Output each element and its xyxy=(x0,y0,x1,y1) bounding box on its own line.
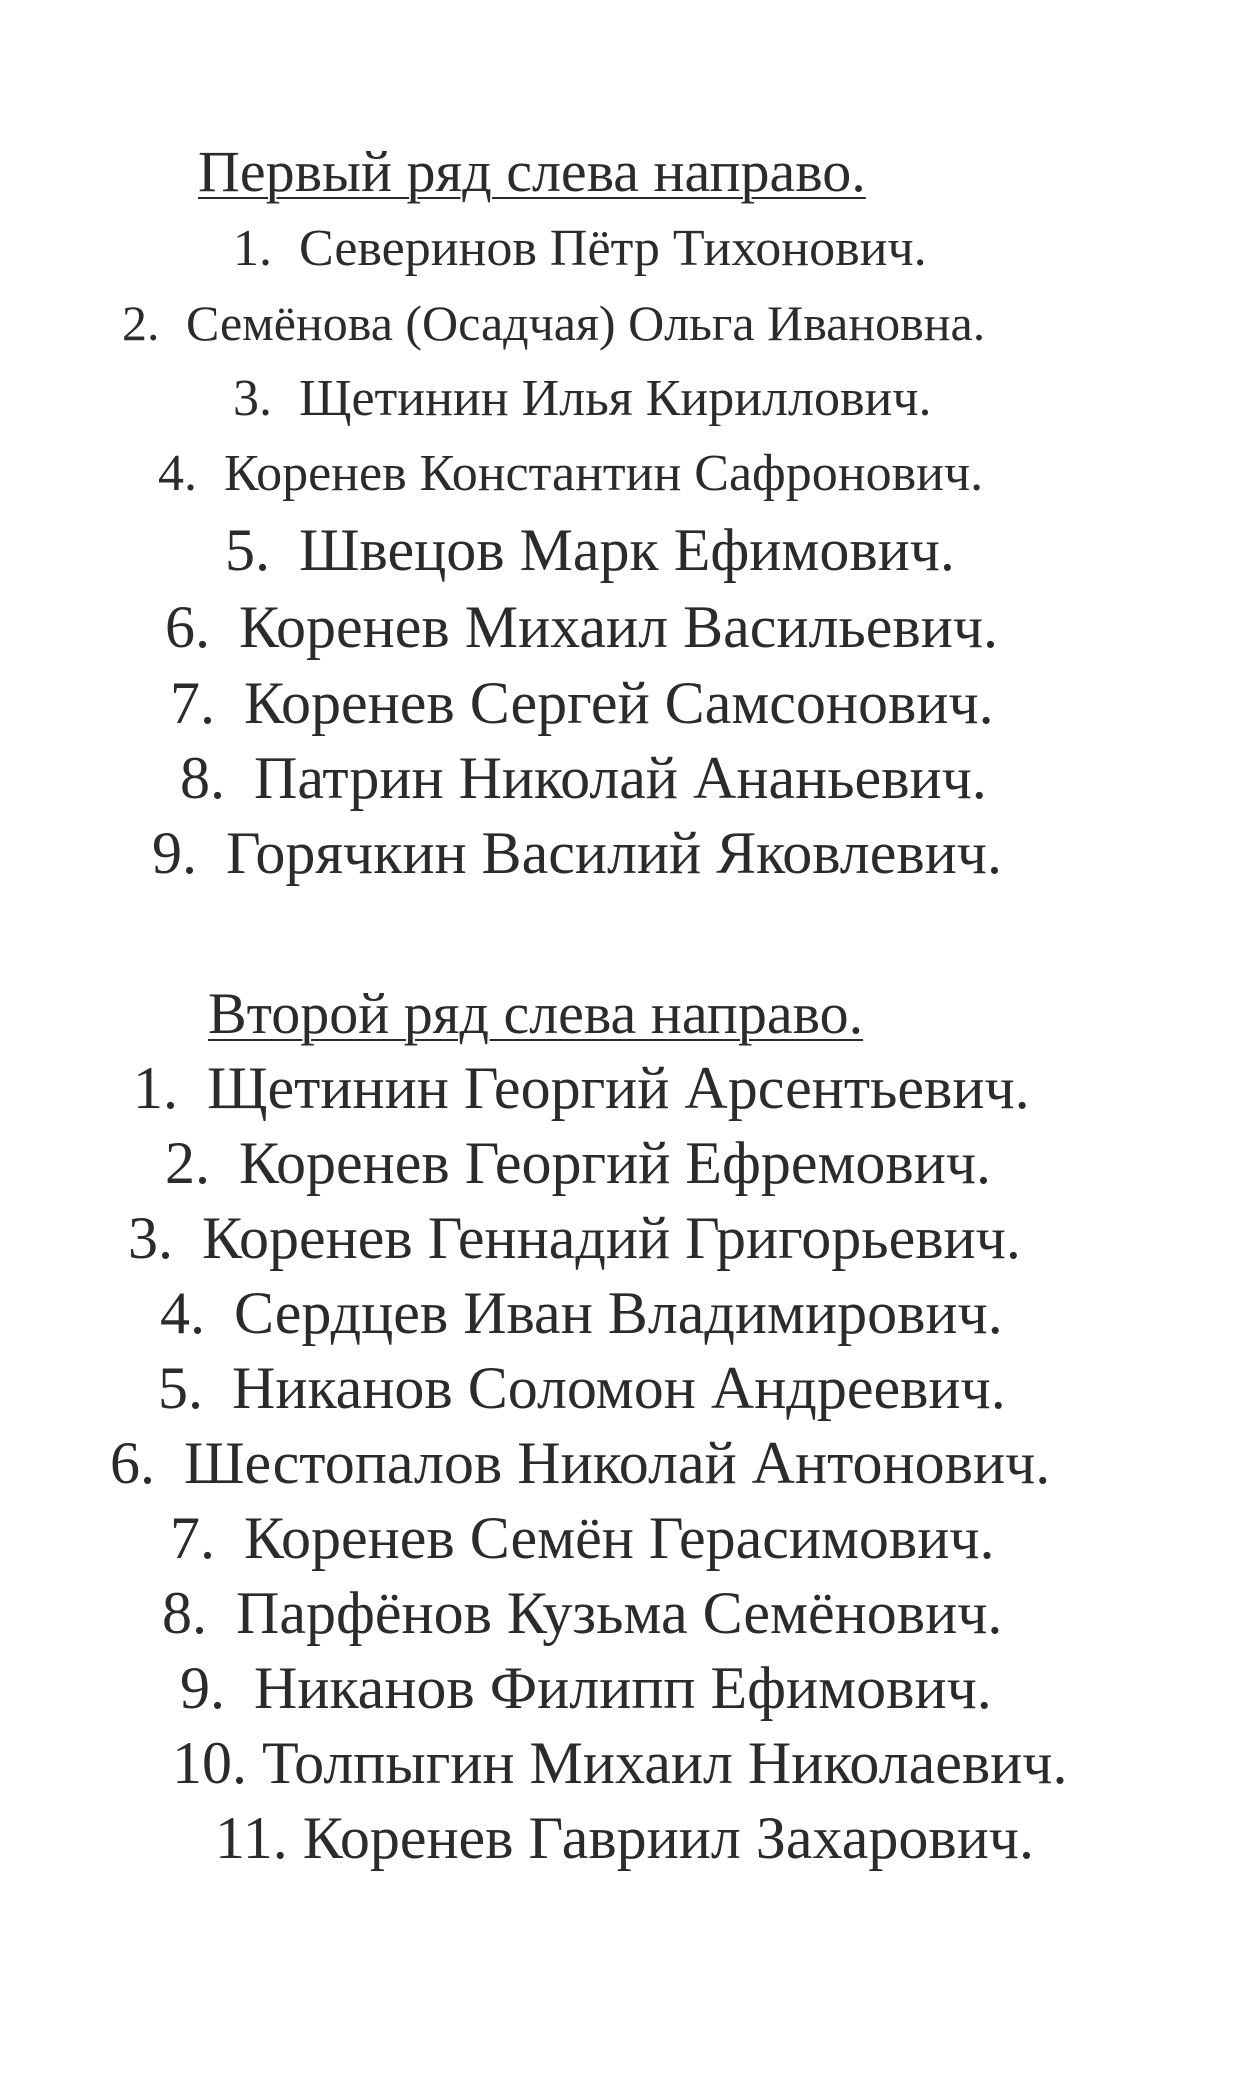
person-name: Швецов Марк Ефимович. xyxy=(299,517,955,583)
list-item xyxy=(158,1355,1006,1421)
person-name: Никанов Филипп Ефимович. xyxy=(254,1655,992,1721)
list-item xyxy=(133,1055,1030,1121)
person-name: Толпыгин Михаил Николаевич. xyxy=(262,1730,1068,1796)
list-item xyxy=(160,1280,1003,1346)
list-item xyxy=(170,1505,995,1571)
item-number: 6. xyxy=(110,1430,155,1496)
person-name: Коренев Гавриил Захарович. xyxy=(302,1805,1034,1871)
person-name: Коренев Георгий Ефремович. xyxy=(239,1130,992,1196)
item-number: 5. xyxy=(225,517,270,583)
item-number: 8. xyxy=(180,745,225,811)
list-item xyxy=(215,1805,1034,1871)
item-number: 9. xyxy=(180,1655,225,1721)
item-number: 1. xyxy=(133,1055,178,1121)
item-number: 2. xyxy=(122,295,160,351)
list-item xyxy=(180,1655,992,1721)
list-item xyxy=(180,745,987,811)
item-number: 4. xyxy=(158,445,197,502)
row1-heading: Первый ряд слева направо. xyxy=(198,139,866,204)
item-number: 7. xyxy=(170,1505,215,1571)
person-name: Щетинин Георгий Арсентьевич. xyxy=(207,1055,1030,1121)
row2-heading: Второй ряд слева направо. xyxy=(208,981,864,1046)
list-item xyxy=(110,1430,1051,1496)
list-item xyxy=(233,370,932,427)
item-number: 7. xyxy=(170,670,215,736)
item-number: 3. xyxy=(233,370,272,427)
item-number: 3. xyxy=(128,1205,173,1271)
item-number: 11. xyxy=(215,1805,288,1871)
person-name: Парфёнов Кузьма Семёнович. xyxy=(236,1580,1003,1646)
item-number: 8. xyxy=(162,1580,207,1646)
person-name: Коренев Семён Герасимович. xyxy=(244,1505,995,1571)
list-item xyxy=(233,220,927,277)
person-name: Щетинин Илья Кириллович. xyxy=(299,370,932,427)
person-name: Семёнова (Осадчая) Ольга Ивановна. xyxy=(186,295,986,351)
item-number: 9. xyxy=(152,820,197,886)
person-name: Коренев Геннадий Григорьевич. xyxy=(202,1205,1021,1271)
item-number: 4. xyxy=(160,1280,205,1346)
person-name: Шестопалов Николай Антонович. xyxy=(184,1430,1051,1496)
list-item xyxy=(122,295,986,351)
list-item xyxy=(165,1130,992,1196)
list-item xyxy=(225,517,955,583)
person-name: Сердцев Иван Владимирович. xyxy=(234,1280,1003,1346)
list-item xyxy=(152,820,1002,886)
person-name: Коренев Константин Сафронович. xyxy=(224,445,984,502)
item-number: 5. xyxy=(158,1355,203,1421)
person-name: Коренев Сергей Самсонович. xyxy=(244,670,994,736)
list-item xyxy=(170,670,994,736)
person-name: Коренев Михаил Васильевич. xyxy=(239,594,999,660)
list-item xyxy=(172,1730,1068,1796)
item-number: 1. xyxy=(233,220,272,277)
person-name: Горячкин Василий Яковлевич. xyxy=(226,820,1002,886)
list-item xyxy=(128,1205,1021,1271)
list-item xyxy=(165,594,999,660)
person-name: Никанов Соломон Андреевич. xyxy=(232,1355,1006,1421)
item-number: 10. xyxy=(172,1730,247,1796)
item-number: 6. xyxy=(165,594,210,660)
list-item xyxy=(158,445,984,502)
person-name: Северинов Пётр Тихонович. xyxy=(299,220,927,277)
list-item xyxy=(162,1580,1003,1646)
person-name: Патрин Николай Ананьевич. xyxy=(254,745,987,811)
item-number: 2. xyxy=(165,1130,210,1196)
